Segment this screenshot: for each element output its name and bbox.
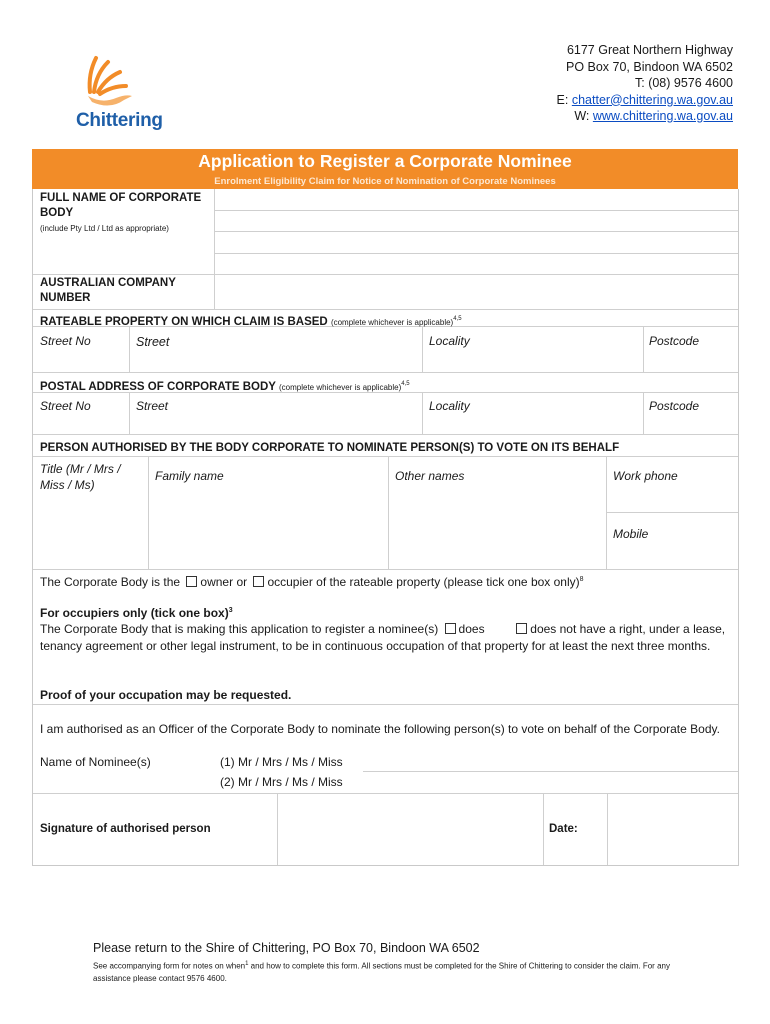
- acn-label: AUSTRALIAN COMPANY NUMBER: [40, 277, 176, 304]
- owner-text-c: occupier of the rateable property (please tick one box only): [267, 575, 580, 589]
- email-prefix: E:: [556, 92, 572, 107]
- contact-address: [433, 42, 733, 125]
- owner-text-b: owner or: [200, 575, 248, 589]
- rateable-postcode-label: Postcode: [649, 334, 700, 348]
- proof-note: Proof of your occupation may be requested.: [40, 688, 292, 702]
- rateable-address-fields[interactable]: [33, 327, 737, 372]
- postal-street-no-label: Street No: [40, 399, 91, 413]
- date-label: Date:: [549, 823, 578, 835]
- address-line-2: PO Box 70, Bindoon WA 6502: [565, 59, 733, 74]
- divider: [33, 704, 738, 705]
- postal-sup: 4,5: [401, 381, 410, 387]
- occupiers-does: does: [458, 622, 485, 636]
- divider: [33, 569, 738, 570]
- divider: [33, 309, 738, 310]
- signature-label: Signature of authorised person: [40, 823, 211, 835]
- nominee-2-label: (2) Mr / Mrs / Ms / Miss: [220, 775, 343, 789]
- chittering-bird-logo-icon: [70, 52, 165, 112]
- phone: T: (08) 9576 4600: [635, 76, 733, 90]
- divider: [33, 434, 738, 435]
- acn-field[interactable]: [215, 275, 737, 309]
- postal-street-label: Street: [136, 399, 169, 413]
- postal-label-text: POSTAL ADDRESS OF CORPORATE BODY: [40, 380, 276, 393]
- owner-checkbox[interactable]: [186, 576, 197, 587]
- signature-field[interactable]: [277, 794, 542, 864]
- footer-note-sup: 1: [245, 961, 249, 967]
- rateable-sup: 4,5: [453, 316, 462, 322]
- footer-note-a: See accompanying form for notes on when: [93, 961, 246, 971]
- form-subtitle: Enrolment Eligibility Claim for Notice of Nomination of Corporate Nominees: [214, 176, 556, 187]
- web-link[interactable]: www.chittering.wa.gov.au: [592, 109, 733, 123]
- divider: [33, 372, 738, 373]
- logo: [70, 52, 165, 112]
- does-not-checkbox[interactable]: [516, 623, 527, 634]
- full-name-note: (include Pty Ltd / Ltd as appropriate): [40, 224, 169, 233]
- email-line: [433, 92, 733, 109]
- occupiers-text-b: under a lease, tenancy agreement or other legal instrument, to be in continuous occupation of that property for at least the next three months.: [40, 622, 726, 653]
- web-line: [433, 108, 733, 125]
- divider: [543, 793, 544, 865]
- title-label: Title (Mr / Mrs / Miss / Ms): [40, 462, 121, 492]
- rateable-note: (complete whichever is applicable): [330, 317, 454, 327]
- occupiers-text-a: The Corporate Body that is making this application to register a nominee(s): [40, 622, 439, 636]
- occupiers-heading: [40, 603, 233, 622]
- nominee-2-field[interactable]: [362, 773, 737, 792]
- other-names-label: Other names: [395, 469, 465, 483]
- postal-postcode-label: Postcode: [649, 399, 700, 413]
- mobile-label: Mobile: [613, 527, 649, 541]
- person-fields[interactable]: [33, 457, 737, 569]
- full-name-label: [40, 191, 210, 236]
- occupiers-text: [40, 621, 730, 654]
- does-checkbox[interactable]: [445, 623, 456, 634]
- occupier-checkbox[interactable]: [253, 576, 264, 587]
- web-prefix: W:: [574, 109, 593, 123]
- logo-text: Chittering: [76, 110, 163, 131]
- person-authorised-label: PERSON AUTHORISED BY THE BODY CORPORATE TO NOMINATE PERSON(S) TO VOTE ON ITS BEHALF: [40, 442, 620, 454]
- date-field[interactable]: [607, 794, 737, 864]
- postal-note: (complete whichever is applicable): [278, 382, 402, 392]
- rateable-street-label: Street: [136, 335, 170, 349]
- rateable-label-text: RATEABLE PROPERTY ON WHICH CLAIM IS BASED: [40, 315, 328, 328]
- rateable-street-no-label: Street No: [40, 334, 91, 348]
- nominee-1-label: (1) Mr / Mrs / Ms / Miss: [220, 755, 343, 769]
- owner-occupier-line: [40, 572, 730, 591]
- work-phone-label: Work phone: [613, 469, 678, 483]
- return-instructions: Please return to the Shire of Chittering, PO Box 70, Bindoon WA 6502: [93, 941, 480, 955]
- nominee-1-field[interactable]: [362, 752, 737, 771]
- occupiers-heading-text: For occupiers only (tick one box): [40, 606, 229, 620]
- address-line-1: 6177 Great Northern Highway: [566, 43, 733, 57]
- postal-address-fields[interactable]: [33, 393, 737, 434]
- postal-locality-label: Locality: [429, 399, 470, 413]
- full-name-label-text: FULL NAME OF CORPORATE BODY: [40, 192, 202, 219]
- email-link[interactable]: chatter@chittering.wa.gov.au: [571, 92, 733, 107]
- footer-note-b: and how to complete this form. All sections must be completed for the Shire of Chittering to consider the claim. For any assistance please contact 9576 4600.: [93, 961, 670, 983]
- family-name-label: Family name: [155, 469, 224, 483]
- full-name-field[interactable]: [215, 190, 737, 275]
- nominee-label: Name of Nominee(s): [40, 755, 151, 769]
- authorised-statement: I am authorised as an Officer of the Corporate Body to nominate the following person(s) to vote on behalf of the Corporate Body.: [40, 722, 720, 736]
- owner-text-a: The Corporate Body is the: [40, 575, 181, 589]
- divider: [363, 771, 738, 772]
- owner-sup: 8: [579, 576, 584, 583]
- form-title: Application to Register a Corporate Nominee: [198, 151, 572, 171]
- occupiers-sup: 3: [228, 607, 233, 614]
- rateable-locality-label: Locality: [429, 334, 470, 348]
- footer-note: [93, 958, 693, 985]
- occupiers-does-not: does not have a right,: [530, 622, 646, 636]
